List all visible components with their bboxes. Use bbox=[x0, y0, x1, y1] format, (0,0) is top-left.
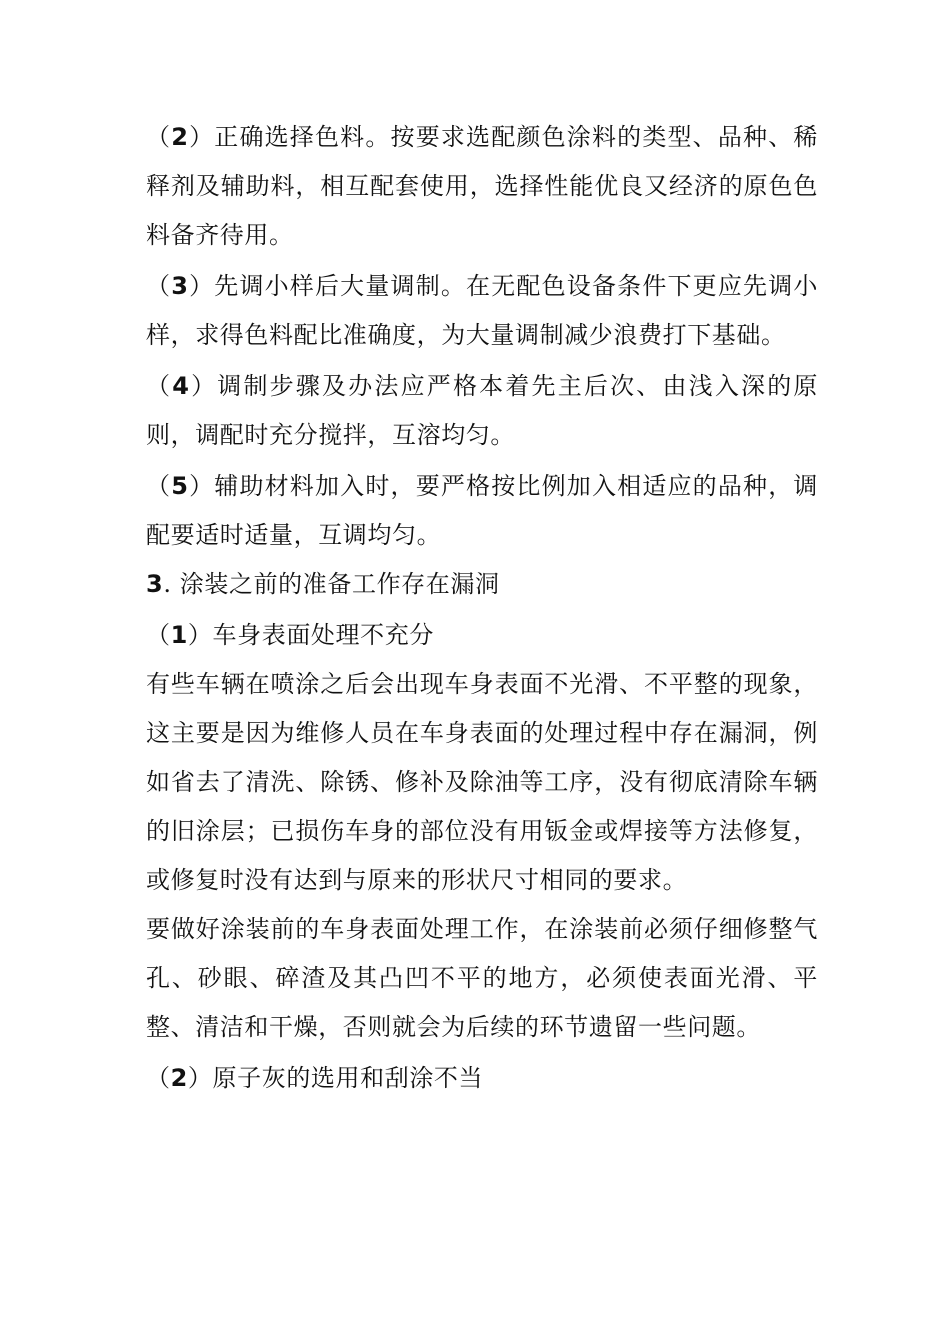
paragraph-text: 调制步骤及办法应严格本着先主后次、由浅入深的原则，调配时充分搅拌，互溶均匀。 bbox=[146, 372, 818, 449]
paragraph-text: 要做好涂装前的车身表面处理工作，在涂装前必须仔细修整气孔、砂眼、碎渣及其凸凹不平的地方，必须使表面光滑、平整、清洁和干燥，否则就会为后续的环节遗留一些问题。 bbox=[146, 915, 818, 1041]
paragraph-surface-solution bbox=[146, 905, 818, 1052]
paragraph-item-2-color-selection bbox=[146, 113, 818, 260]
item-number: 2 bbox=[170, 1064, 188, 1092]
paren-open: （ bbox=[146, 272, 172, 300]
item-number: 1 bbox=[170, 621, 188, 649]
item-number: 4 bbox=[172, 372, 190, 400]
paragraph-text: 正确选择色料。按要求选配颜色涂料的类型、品种、稀释剂及辅助料，相互配套使用，选择性能优良又经济的原色色料备齐待用。 bbox=[146, 123, 818, 249]
subheading-item-1-surface-treatment bbox=[146, 611, 818, 660]
paren-close: ） bbox=[188, 272, 215, 300]
paren-close: ） bbox=[187, 1064, 213, 1092]
paren-open: （ bbox=[146, 1064, 171, 1092]
item-number: 3 bbox=[171, 272, 189, 300]
paragraph-surface-problem bbox=[146, 660, 818, 905]
paragraph-text: 辅助材料加入时，要严格按比例加入相适应的品种，调配要适时适量，互调均匀。 bbox=[146, 472, 818, 549]
item-number: 2 bbox=[171, 123, 189, 151]
subheading-text: 车身表面处理不充分 bbox=[212, 621, 434, 649]
paragraph-item-3-sample-first bbox=[146, 262, 818, 360]
paren-open: （ bbox=[146, 621, 171, 649]
paren-open: （ bbox=[146, 472, 172, 500]
paren-open: （ bbox=[146, 123, 172, 151]
subheading-item-2-putty bbox=[146, 1054, 818, 1103]
paren-close: ） bbox=[189, 372, 218, 400]
document-body bbox=[146, 113, 818, 1103]
subheading-text: 原子灰的选用和刮涂不当 bbox=[212, 1064, 484, 1092]
item-number: 5 bbox=[171, 472, 189, 500]
paragraph-item-4-mixing-steps bbox=[146, 362, 818, 460]
section-number-dot: . bbox=[163, 570, 180, 598]
section-heading-3 bbox=[146, 560, 818, 609]
section-number: 3 bbox=[146, 570, 164, 598]
paren-open: （ bbox=[146, 372, 173, 400]
paragraph-item-5-auxiliary-materials bbox=[146, 462, 818, 560]
section-title: 涂装之前的准备工作存在漏洞 bbox=[179, 570, 500, 598]
paren-close: ） bbox=[188, 123, 215, 151]
paren-close: ） bbox=[188, 472, 215, 500]
paragraph-text: 有些车辆在喷涂之后会出现车身表面不光滑、不平整的现象，这主要是因为维修人员在车身表面的处理过程中存在漏洞，例如省去了清洗、除锈、修补及除油等工序，没有彻底清除车辆的旧涂层；已损伤车身的部位没有用钣金或焊接等方法修复，或修复时没有达到与原来的形状尺寸相同的要求。 bbox=[146, 670, 818, 894]
paren-close: ） bbox=[187, 621, 213, 649]
paragraph-text: 先调小样后大量调制。在无配色设备条件下更应先调小样，求得色料配比准确度，为大量调制减少浪费打下基础。 bbox=[146, 272, 818, 349]
